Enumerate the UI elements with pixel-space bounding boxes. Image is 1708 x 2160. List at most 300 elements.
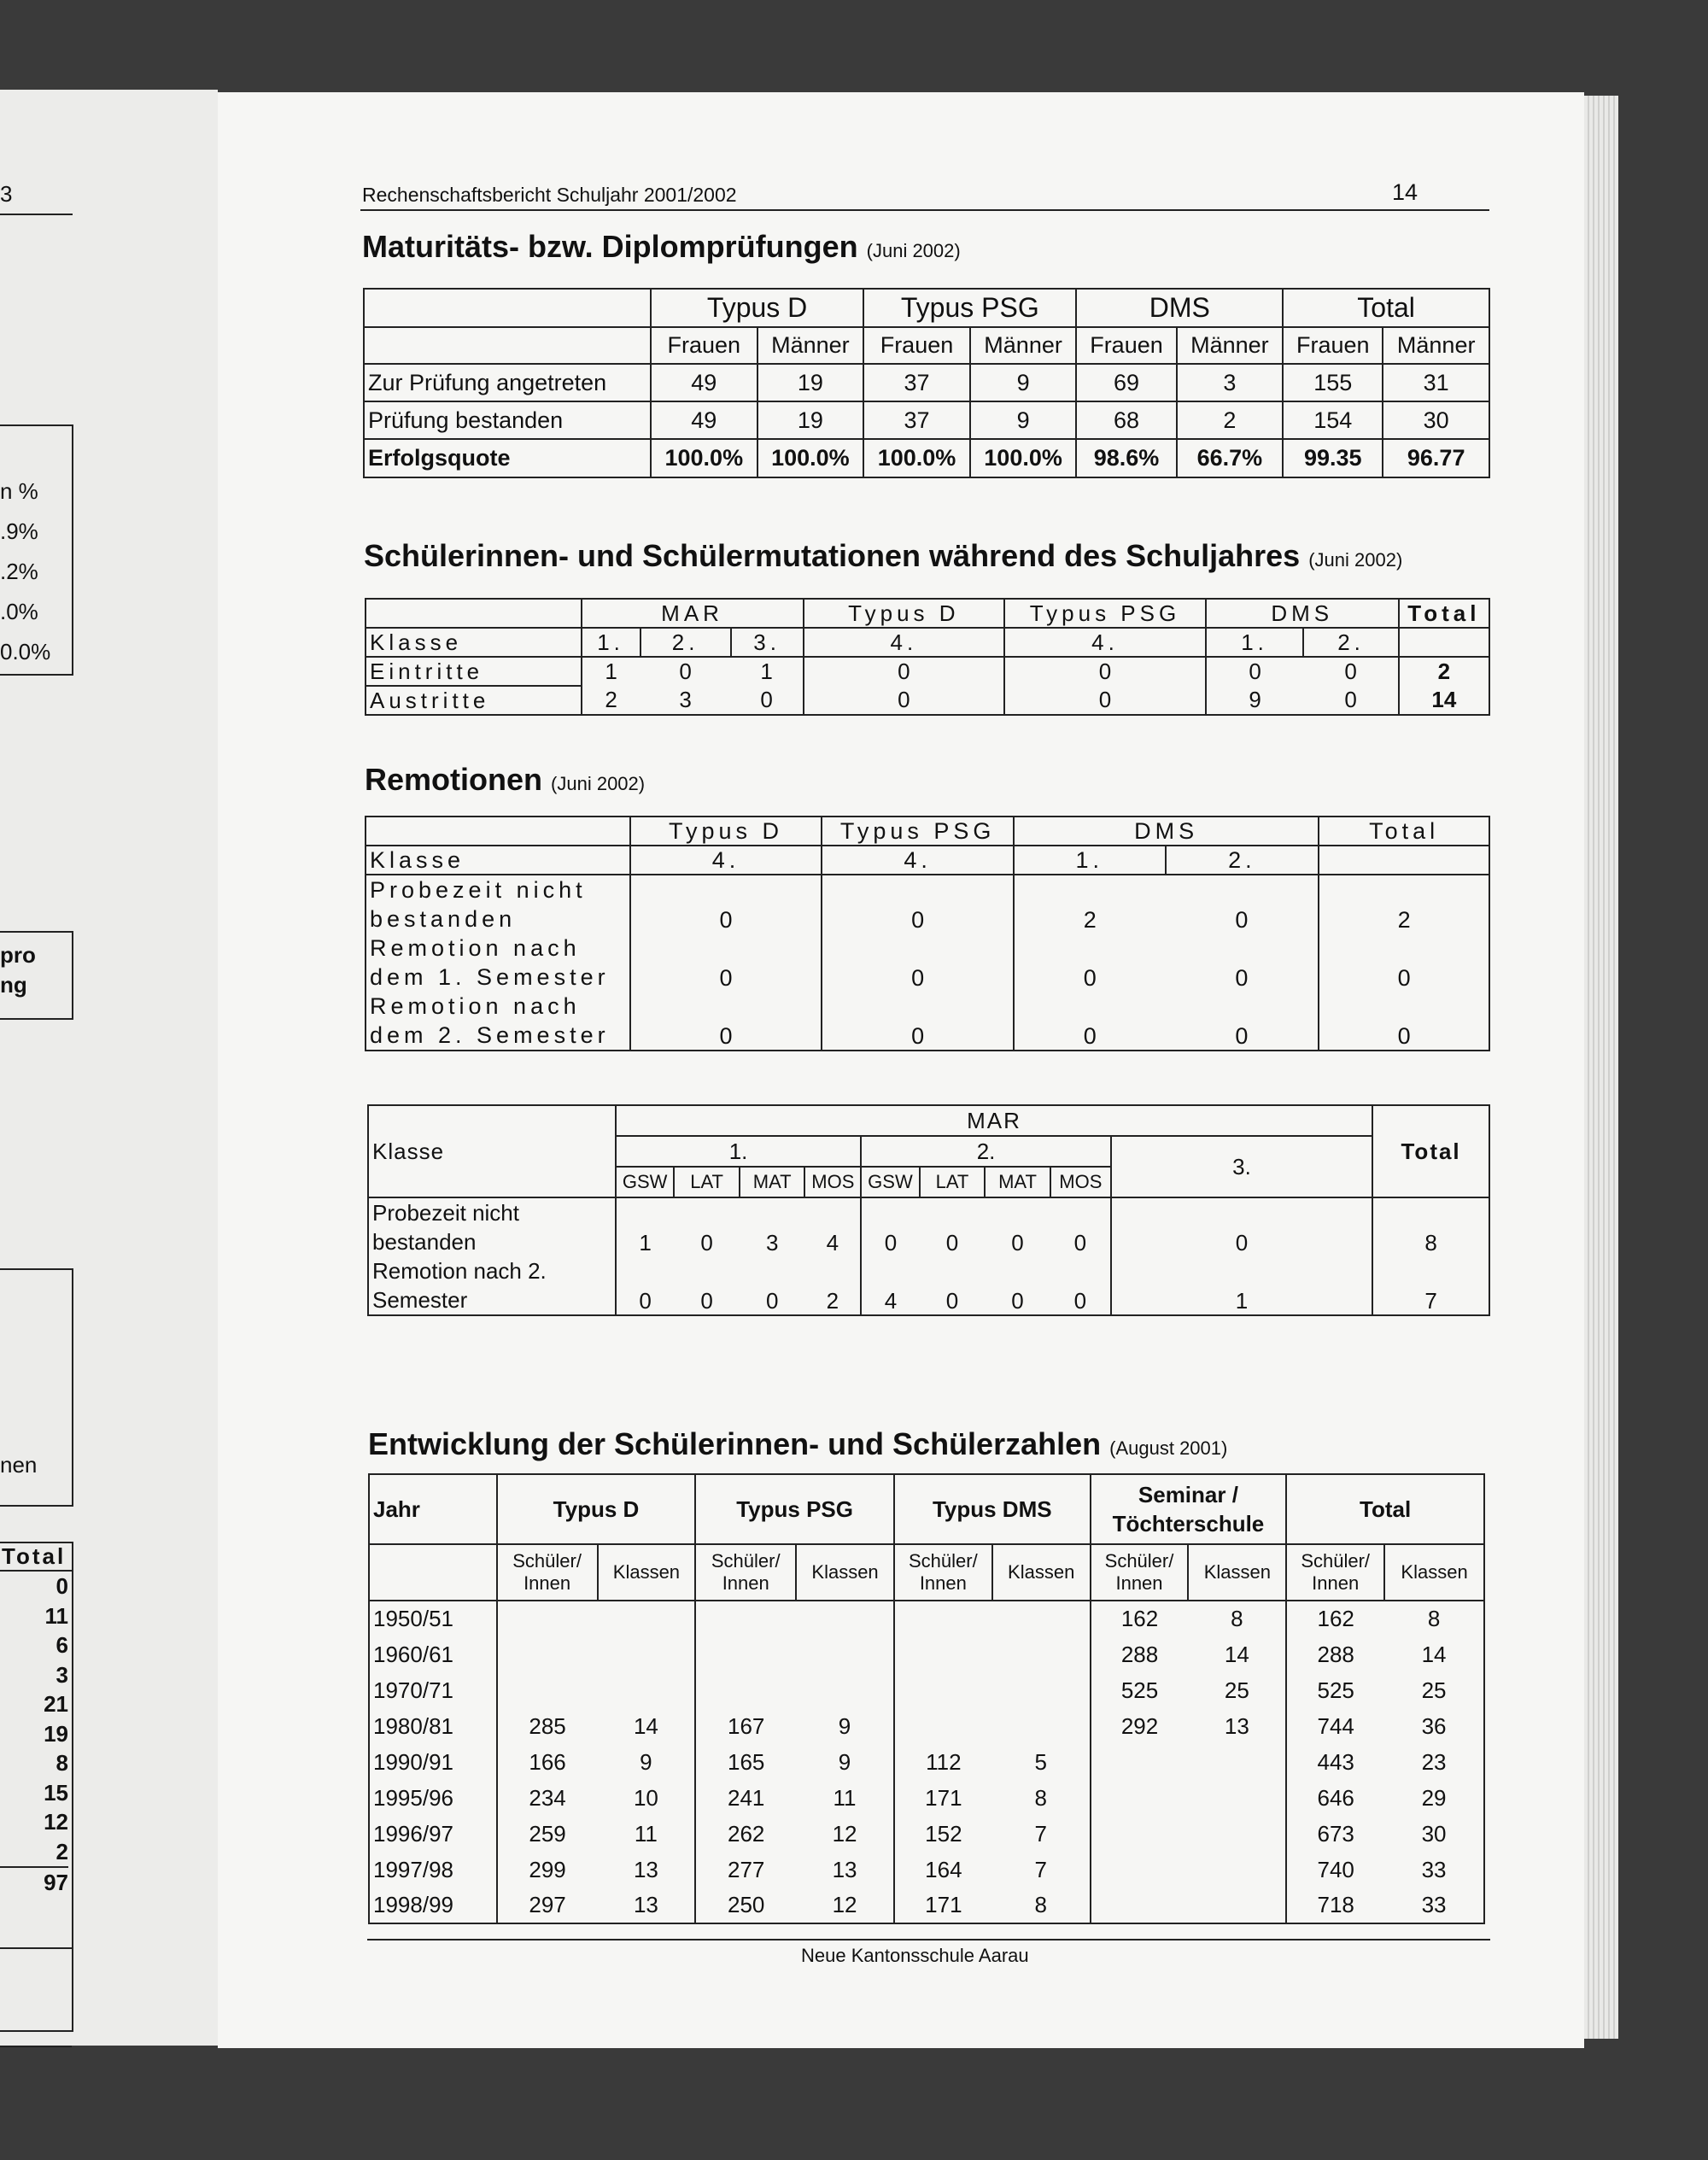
jahr-cell: 1980/81 bbox=[369, 1708, 497, 1744]
sub-header-line: Innen bbox=[524, 1572, 571, 1594]
cell-value: 0 bbox=[804, 657, 1005, 686]
empty-cell bbox=[364, 327, 651, 364]
cell-value bbox=[1188, 1744, 1286, 1780]
cell-value: 14 bbox=[598, 1708, 696, 1744]
sub-header: Frauen bbox=[651, 327, 757, 364]
cell-value: 1 bbox=[616, 1197, 674, 1256]
mar-remotionen-table bbox=[367, 1104, 1490, 1316]
cell-value: 0 bbox=[674, 1256, 740, 1315]
sub-header-schueler bbox=[497, 1544, 598, 1601]
cell-value: 285 bbox=[497, 1708, 598, 1744]
cell-value bbox=[497, 1636, 598, 1672]
group-header: Typus D bbox=[651, 289, 863, 327]
group-header: DMS bbox=[1014, 817, 1319, 846]
sub-header: Männer bbox=[757, 327, 864, 364]
cell-value: 7 bbox=[992, 1852, 1091, 1888]
cell-value: 0 bbox=[822, 875, 1014, 934]
subject-header: MOS bbox=[1050, 1167, 1111, 1197]
section-date: (Juni 2002) bbox=[866, 240, 961, 261]
sub-header: Männer bbox=[970, 327, 1077, 364]
sub-header-line: Innen bbox=[722, 1572, 769, 1594]
cell-value: 8 bbox=[992, 1888, 1091, 1923]
cell-value bbox=[796, 1672, 894, 1708]
cell-value bbox=[598, 1672, 696, 1708]
diplom-table bbox=[363, 288, 1490, 478]
cell-value: 0 bbox=[1166, 992, 1319, 1051]
left-total-value: 11 bbox=[44, 1602, 68, 1629]
klasse-label: Klasse bbox=[368, 1105, 616, 1197]
left-total-value: 15 bbox=[44, 1779, 68, 1806]
entwicklung-table bbox=[368, 1473, 1485, 1924]
section-title-text: Schülerinnen- und Schülermutationen während des Schuljahres bbox=[364, 538, 1301, 573]
cell-value: 525 bbox=[1091, 1672, 1189, 1708]
cell-value: 162 bbox=[1091, 1601, 1189, 1636]
group-header: Typus PSG bbox=[863, 289, 1076, 327]
cell-value: 525 bbox=[1286, 1672, 1384, 1708]
cell-value: 31 bbox=[1383, 364, 1489, 401]
cell-value: 4 bbox=[861, 1256, 919, 1315]
empty-cell bbox=[366, 817, 630, 846]
left-total-value: 8 bbox=[56, 1750, 68, 1776]
cell-value: 96.77 bbox=[1383, 439, 1489, 477]
cell-value: 2 bbox=[582, 686, 640, 715]
cell-value: 262 bbox=[695, 1816, 796, 1852]
section-title-diplom bbox=[362, 229, 961, 265]
row-label: Prüfung bestanden bbox=[364, 401, 651, 439]
cell-value: 49 bbox=[651, 364, 757, 401]
klasse-value: 2. bbox=[640, 628, 731, 657]
group-header: Typus PSG bbox=[695, 1474, 894, 1544]
cell-value: 99.35 bbox=[1283, 439, 1383, 477]
cell-value: 29 bbox=[1384, 1780, 1484, 1816]
cell-value bbox=[1188, 1780, 1286, 1816]
cell-value: 100.0% bbox=[757, 439, 864, 477]
left-fragment: nen bbox=[0, 1452, 38, 1478]
row-label bbox=[368, 1197, 616, 1256]
cell-value bbox=[1091, 1744, 1189, 1780]
cell-value bbox=[695, 1636, 796, 1672]
cell-value: 299 bbox=[497, 1852, 598, 1888]
left-total-header: Total bbox=[0, 1543, 72, 1572]
cell-value: 30 bbox=[1384, 1816, 1484, 1852]
group-header: Total bbox=[1319, 817, 1489, 846]
cell-value: 10 bbox=[598, 1780, 696, 1816]
page-stack-edge bbox=[1584, 96, 1618, 2039]
cell-value: 0 bbox=[822, 992, 1014, 1051]
table-row bbox=[369, 1601, 1484, 1636]
sub-header-line: Innen bbox=[1312, 1572, 1360, 1594]
left-total-value: 3 bbox=[56, 1661, 68, 1688]
cell-value: 9 bbox=[598, 1744, 696, 1780]
cell-value: 0 bbox=[985, 1256, 1050, 1315]
cell-value: 171 bbox=[894, 1780, 992, 1816]
cell-value: 259 bbox=[497, 1816, 598, 1852]
section-title-text: Entwicklung der Schülerinnen- und Schülerzahlen bbox=[368, 1426, 1102, 1461]
row-label-line: bestanden bbox=[370, 906, 517, 932]
cell-value: 0 bbox=[674, 1197, 740, 1256]
left-fragment: .2% bbox=[0, 559, 38, 584]
left-fragment: 0.0% bbox=[0, 639, 51, 664]
cell-value bbox=[894, 1601, 992, 1636]
cell-value: 49 bbox=[651, 401, 757, 439]
row-label-line: dem 2. Semester bbox=[370, 1022, 610, 1048]
empty-cell bbox=[366, 599, 582, 628]
klasse-value: 2. bbox=[1166, 846, 1319, 875]
cell-value: 9 bbox=[796, 1708, 894, 1744]
cell-value: 14 bbox=[1188, 1636, 1286, 1672]
cell-value: 0 bbox=[1004, 657, 1206, 686]
sub-header-klassen: Klassen bbox=[1188, 1544, 1286, 1601]
table-row bbox=[364, 401, 1489, 439]
cell-value: 0 bbox=[1111, 1197, 1372, 1256]
table-row bbox=[364, 364, 1489, 401]
klasse-label: Klasse bbox=[366, 628, 582, 657]
sub-header: Frauen bbox=[863, 327, 970, 364]
klasse-value: 2. bbox=[1303, 628, 1398, 657]
cell-value: 69 bbox=[1076, 364, 1176, 401]
cell-value: 2 bbox=[1177, 401, 1284, 439]
cell-value: 0 bbox=[1303, 686, 1398, 715]
cell-value: 673 bbox=[1286, 1816, 1384, 1852]
subject-header: GSW bbox=[861, 1167, 919, 1197]
cell-value: 9 bbox=[1206, 686, 1304, 715]
jahr-cell: 1960/61 bbox=[369, 1636, 497, 1672]
left-table-fragment bbox=[0, 424, 73, 676]
table-row bbox=[369, 1780, 1484, 1816]
klasse-value: 3. bbox=[1111, 1136, 1372, 1197]
cell-value bbox=[894, 1636, 992, 1672]
cell-value: 19 bbox=[757, 364, 864, 401]
sub-header: Männer bbox=[1383, 327, 1489, 364]
row-label-line: Remotion nach bbox=[370, 993, 581, 1019]
cell-value: 9 bbox=[796, 1744, 894, 1780]
empty-cell bbox=[1319, 846, 1489, 875]
sub-header-line: Innen bbox=[1115, 1572, 1163, 1594]
table-row bbox=[369, 1708, 1484, 1744]
section-title-remotionen bbox=[365, 762, 645, 798]
table-row bbox=[369, 1744, 1484, 1780]
cell-value: 0 bbox=[822, 934, 1014, 992]
klasse-label: Klasse bbox=[366, 846, 630, 875]
cell-value: 33 bbox=[1384, 1888, 1484, 1923]
cell-value: 14 bbox=[1384, 1636, 1484, 1672]
row-label-line: Probezeit nicht bbox=[372, 1200, 519, 1226]
left-fragment: 3 bbox=[0, 181, 13, 207]
group-header: Typus DMS bbox=[894, 1474, 1091, 1544]
cell-value: 0 bbox=[1166, 934, 1319, 992]
cell-value: 288 bbox=[1091, 1636, 1189, 1672]
table-row bbox=[369, 1852, 1484, 1888]
jahr-cell: 1997/98 bbox=[369, 1852, 497, 1888]
table-row bbox=[364, 439, 1489, 477]
cell-value: 0 bbox=[731, 686, 804, 715]
group-header-line: Seminar / bbox=[1138, 1482, 1238, 1507]
sub-header-klassen: Klassen bbox=[992, 1544, 1091, 1601]
group-header: DMS bbox=[1076, 289, 1283, 327]
cell-value: 292 bbox=[1091, 1708, 1189, 1744]
cell-value: 443 bbox=[1286, 1744, 1384, 1780]
klasse-value: 1. bbox=[616, 1136, 861, 1167]
cell-value bbox=[1091, 1780, 1189, 1816]
cell-value: 0 bbox=[1166, 875, 1319, 934]
table-row bbox=[369, 1636, 1484, 1672]
cell-value: 0 bbox=[804, 686, 1005, 715]
row-label-line: Remotion nach bbox=[370, 935, 581, 961]
jahr-cell: 1970/71 bbox=[369, 1672, 497, 1708]
cell-value: 0 bbox=[1004, 686, 1206, 715]
cell-value: 36 bbox=[1384, 1708, 1484, 1744]
sub-header-line: Schüler/ bbox=[512, 1550, 582, 1572]
left-page-fragment bbox=[0, 90, 218, 2046]
cell-value bbox=[1188, 1816, 1286, 1852]
cell-value: 3 bbox=[640, 686, 731, 715]
cell-value bbox=[894, 1708, 992, 1744]
mutationen-table bbox=[365, 598, 1490, 716]
cell-value: 25 bbox=[1188, 1672, 1286, 1708]
table-row bbox=[369, 1816, 1484, 1852]
cell-value: 8 bbox=[1372, 1197, 1489, 1256]
subject-header: MAT bbox=[985, 1167, 1050, 1197]
cell-value bbox=[796, 1601, 894, 1636]
cell-value: 37 bbox=[863, 401, 970, 439]
cell-value: 12 bbox=[796, 1816, 894, 1852]
sub-header: Frauen bbox=[1076, 327, 1176, 364]
row-label-line: Semester bbox=[372, 1287, 468, 1313]
cell-value: 0 bbox=[1319, 992, 1489, 1051]
cell-value: 234 bbox=[497, 1780, 598, 1816]
empty-cell bbox=[369, 1544, 497, 1601]
cell-value: 7 bbox=[992, 1816, 1091, 1852]
cell-value: 13 bbox=[598, 1852, 696, 1888]
header-rule bbox=[360, 209, 1489, 211]
left-fragment: pro bbox=[0, 942, 36, 968]
cell-value: 68 bbox=[1076, 401, 1176, 439]
left-total-values bbox=[0, 1572, 72, 1898]
left-total-value: 21 bbox=[44, 1691, 68, 1717]
cell-value: 0 bbox=[1319, 934, 1489, 992]
running-header: Rechenschaftsbericht Schuljahr 2001/2002 bbox=[362, 184, 737, 206]
page-number: 14 bbox=[1392, 179, 1418, 205]
cell-value: 0 bbox=[630, 992, 822, 1051]
left-fragment: n % bbox=[0, 478, 38, 504]
cell-value: 1 bbox=[731, 657, 804, 686]
cell-value: 288 bbox=[1286, 1636, 1384, 1672]
cell-value: 33 bbox=[1384, 1852, 1484, 1888]
cell-value bbox=[894, 1672, 992, 1708]
cell-value bbox=[1091, 1888, 1189, 1923]
cell-value: 3 bbox=[1177, 364, 1284, 401]
cell-value: 9 bbox=[970, 364, 1077, 401]
cell-value: 23 bbox=[1384, 1744, 1484, 1780]
remotionen-table bbox=[365, 816, 1490, 1051]
sub-header-schueler bbox=[894, 1544, 992, 1601]
cell-value: 297 bbox=[497, 1888, 598, 1923]
cell-value: 0 bbox=[861, 1197, 919, 1256]
cell-value: 740 bbox=[1286, 1852, 1384, 1888]
cell-value: 0 bbox=[616, 1256, 674, 1315]
group-header: MAR bbox=[616, 1105, 1372, 1136]
cell-value: 171 bbox=[894, 1888, 992, 1923]
cell-value bbox=[695, 1601, 796, 1636]
row-label bbox=[366, 875, 630, 934]
cell-value: 4 bbox=[804, 1197, 861, 1256]
left-fragment: .0% bbox=[0, 599, 38, 624]
cell-value: 2 bbox=[804, 1256, 861, 1315]
cell-value bbox=[695, 1672, 796, 1708]
cell-value: 2 bbox=[1399, 657, 1489, 686]
cell-value: 13 bbox=[796, 1852, 894, 1888]
cell-value: 1 bbox=[582, 657, 640, 686]
table-row bbox=[369, 1888, 1484, 1923]
cell-value: 165 bbox=[695, 1744, 796, 1780]
klasse-value: 4. bbox=[1004, 628, 1206, 657]
cell-value: 8 bbox=[992, 1780, 1091, 1816]
cell-value: 0 bbox=[920, 1197, 986, 1256]
group-header: Total bbox=[1286, 1474, 1484, 1544]
cell-value: 8 bbox=[1384, 1601, 1484, 1636]
table-row bbox=[366, 686, 1489, 715]
sub-header-klassen: Klassen bbox=[1384, 1544, 1484, 1601]
group-header-line: Töchterschule bbox=[1112, 1511, 1265, 1537]
row-label-line: Probezeit nicht bbox=[370, 877, 587, 903]
subject-header: MOS bbox=[804, 1167, 861, 1197]
jahr-cell: 1998/99 bbox=[369, 1888, 497, 1923]
cell-value: 0 bbox=[1206, 657, 1304, 686]
left-rule bbox=[0, 1947, 72, 1949]
table-row bbox=[368, 1256, 1489, 1315]
left-total-value: 6 bbox=[56, 1632, 68, 1658]
klasse-value: 2. bbox=[861, 1136, 1111, 1167]
section-title-text: Remotionen bbox=[365, 762, 543, 797]
row-label bbox=[366, 934, 630, 992]
cell-value: 100.0% bbox=[651, 439, 757, 477]
cell-value bbox=[992, 1672, 1091, 1708]
sub-header-schueler bbox=[1091, 1544, 1189, 1601]
left-total-value: 2 bbox=[56, 1838, 68, 1864]
cell-value: 167 bbox=[695, 1708, 796, 1744]
section-title-mutationen bbox=[364, 538, 1402, 574]
group-header: Typus D bbox=[630, 817, 822, 846]
sub-header-line: Schüler/ bbox=[1104, 1550, 1174, 1572]
cell-value: 3 bbox=[740, 1197, 805, 1256]
section-title-entwicklung bbox=[368, 1426, 1227, 1462]
cell-value: 2 bbox=[1319, 875, 1489, 934]
cell-value: 9 bbox=[970, 401, 1077, 439]
cell-value: 66.7% bbox=[1177, 439, 1284, 477]
row-label bbox=[366, 992, 630, 1051]
cell-value: 0 bbox=[1014, 934, 1166, 992]
jahr-cell: 1996/97 bbox=[369, 1816, 497, 1852]
sub-header-klassen: Klassen bbox=[796, 1544, 894, 1601]
left-total-value: 19 bbox=[44, 1720, 68, 1747]
section-title-text: Maturitäts- bzw. Diplomprüfungen bbox=[362, 229, 858, 264]
group-header: Typus D bbox=[804, 599, 1005, 628]
cell-value: 718 bbox=[1286, 1888, 1384, 1923]
cell-value: 155 bbox=[1283, 364, 1383, 401]
row-label: Austritte bbox=[366, 686, 582, 715]
group-header: MAR bbox=[582, 599, 804, 628]
cell-value bbox=[598, 1601, 696, 1636]
klasse-value: 1. bbox=[1206, 628, 1304, 657]
sub-header: Männer bbox=[1177, 327, 1284, 364]
cell-value: 0 bbox=[1303, 657, 1398, 686]
cell-value: 112 bbox=[894, 1744, 992, 1780]
table-row bbox=[368, 1197, 1489, 1256]
cell-value: 162 bbox=[1286, 1601, 1384, 1636]
cell-value: 30 bbox=[1383, 401, 1489, 439]
cell-value: 100.0% bbox=[863, 439, 970, 477]
cell-value bbox=[992, 1708, 1091, 1744]
cell-value: 14 bbox=[1399, 686, 1489, 715]
cell-value: 100.0% bbox=[970, 439, 1077, 477]
cell-value: 5 bbox=[992, 1744, 1091, 1780]
klasse-value: 1. bbox=[582, 628, 640, 657]
group-header: DMS bbox=[1206, 599, 1399, 628]
cell-value: 37 bbox=[863, 364, 970, 401]
cell-value: 11 bbox=[796, 1780, 894, 1816]
cell-value: 152 bbox=[894, 1816, 992, 1852]
cell-value: 241 bbox=[695, 1780, 796, 1816]
subject-header: LAT bbox=[920, 1167, 986, 1197]
table-row bbox=[366, 934, 1489, 992]
cell-value: 0 bbox=[679, 659, 692, 684]
subject-header: LAT bbox=[674, 1167, 740, 1197]
left-total-column bbox=[0, 1542, 73, 2032]
sub-header-line: Schüler/ bbox=[1301, 1550, 1371, 1572]
sub-header-line: Schüler/ bbox=[711, 1550, 781, 1572]
total-header: Total bbox=[1372, 1105, 1489, 1197]
cell-value bbox=[992, 1636, 1091, 1672]
cell-value: 0 bbox=[740, 1256, 805, 1315]
left-total-value: 97 bbox=[0, 1866, 68, 1898]
left-total-value: 12 bbox=[44, 1809, 68, 1835]
sub-header-line: Innen bbox=[919, 1572, 967, 1594]
section-date: (August 2001) bbox=[1109, 1437, 1228, 1459]
cell-value bbox=[497, 1672, 598, 1708]
row-label: Erfolgsquote bbox=[364, 439, 651, 477]
cell-value: 250 bbox=[695, 1888, 796, 1923]
row-label-line: bestanden bbox=[372, 1229, 477, 1255]
sub-header-schueler bbox=[1286, 1544, 1384, 1601]
cell-value bbox=[1091, 1852, 1189, 1888]
sub-header: Frauen bbox=[1283, 327, 1383, 364]
table-row bbox=[366, 992, 1489, 1051]
group-header-seminar bbox=[1091, 1474, 1287, 1544]
left-fragment: .9% bbox=[0, 518, 38, 544]
table-row bbox=[366, 875, 1489, 934]
left-rule bbox=[0, 214, 73, 215]
klasse-value: 3. bbox=[731, 628, 804, 657]
group-header: Typus PSG bbox=[1004, 599, 1206, 628]
jahr-cell: 1990/91 bbox=[369, 1744, 497, 1780]
section-date: (Juni 2002) bbox=[551, 773, 646, 794]
cell-value: 646 bbox=[1286, 1780, 1384, 1816]
cell-value: 7 bbox=[1372, 1256, 1489, 1315]
cell-value bbox=[497, 1601, 598, 1636]
footer-text: Neue Kantonsschule Aarau bbox=[801, 1945, 1029, 1966]
cell-value: 154 bbox=[1283, 401, 1383, 439]
cell-value: 277 bbox=[695, 1852, 796, 1888]
row-label: Zur Prüfung angetreten bbox=[364, 364, 651, 401]
section-date: (Juni 2002) bbox=[1308, 549, 1403, 571]
group-header: Total bbox=[1283, 289, 1489, 327]
cell-value: 1 bbox=[1111, 1256, 1372, 1315]
jahr-cell: 1950/51 bbox=[369, 1601, 497, 1636]
footer-rule bbox=[367, 1939, 1490, 1940]
jahr-header: Jahr bbox=[369, 1474, 497, 1544]
cell-value bbox=[598, 1636, 696, 1672]
cell-value bbox=[796, 1636, 894, 1672]
